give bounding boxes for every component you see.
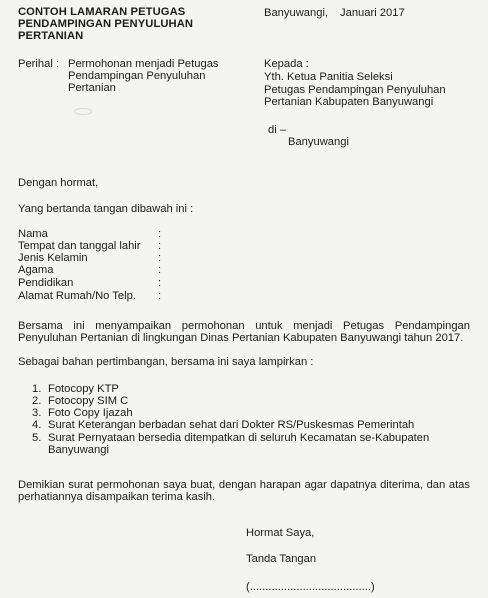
field-colon: : bbox=[158, 240, 162, 252]
paper-smudge bbox=[74, 108, 92, 115]
field-colon: : bbox=[158, 228, 162, 240]
perihal-label: Perihal : bbox=[18, 58, 60, 70]
body-paragraph-1: Bersama ini menyampaikan permohonan untuk menjadi Petugas Pendampingan Penyuluhan Pertanian di lingkungan Dinas Pertanian Kabupaten Banyuwangi tahun 2017. bbox=[18, 320, 470, 344]
perihal-line-1: Permohonan menjadi Petugas bbox=[68, 58, 219, 70]
greeting: Dengan hormat, bbox=[18, 177, 99, 189]
attachment-item: 3. Foto Copy Ijazah bbox=[32, 407, 133, 419]
letter-title-line-1: CONTOH LAMARAN PETUGAS bbox=[18, 6, 186, 18]
body-paragraph-2: Sebagai bahan pertimbangan, bersama ini saya lampirkan : bbox=[18, 356, 314, 368]
kepada-line-2: Petugas Pendampingan Penyuluhan bbox=[264, 84, 446, 96]
signature-name-blank: (.......................................) bbox=[246, 581, 375, 593]
field-colon: : bbox=[158, 264, 162, 276]
field-colon: : bbox=[158, 277, 162, 289]
attachment-item: 1. Fotocopy KTP bbox=[32, 383, 119, 395]
letter-date: Januari 2017 bbox=[340, 7, 405, 19]
perihal-line-2: Pendampingan Penyuluhan bbox=[68, 70, 206, 82]
kepada-city: Banyuwangi bbox=[288, 136, 349, 148]
kepada-line-3: Pertanian Kabupaten Banyuwangi bbox=[264, 96, 434, 108]
attachment-item: 2. Fotocopy SIM C bbox=[32, 395, 129, 407]
field-label-agama: Agama bbox=[18, 264, 54, 276]
field-label-nama: Nama bbox=[18, 228, 48, 240]
letter-title-line-3: PERTANIAN bbox=[18, 30, 84, 42]
intro-line: Yang bertanda tangan dibawah ini : bbox=[18, 203, 194, 215]
signature-regards: Hormat Saya, bbox=[246, 527, 315, 539]
kepada-label: Kepada : bbox=[264, 58, 309, 70]
letter-title-line-2: PENDAMPINGAN PENYULUHAN bbox=[18, 18, 194, 30]
field-colon: : bbox=[158, 252, 162, 264]
field-label-ttl: Tempat dan tanggal lahir bbox=[18, 240, 141, 252]
field-label-pendidikan: Pendidikan bbox=[18, 277, 74, 289]
kepada-line-1: Yth. Ketua Panitia Seleksi bbox=[264, 71, 393, 83]
field-colon: : bbox=[158, 290, 162, 302]
field-label-jenis-kelamin: Jenis Kelamin bbox=[18, 252, 88, 264]
attachment-item: 4. Surat Keterangan berbadan sehat dari Dokter RS/Puskesmas Pemerintah bbox=[32, 419, 415, 431]
signature-label: Tanda Tangan bbox=[246, 553, 317, 565]
attachment-item-5-continuation: Banyuwangi bbox=[48, 444, 109, 456]
closing-paragraph: Demikian surat permohonan saya buat, dengan harapan agar dapatnya diterima, dan atas perhatiannya disampaikan terima kasih. bbox=[18, 479, 470, 503]
perihal-line-3: Pertanian bbox=[68, 82, 116, 94]
attachment-item: 5. Surat Pernyataan bersedia ditempatkan di seluruh Kecamatan se-Kabupaten bbox=[32, 432, 430, 444]
place-label: Banyuwangi, bbox=[264, 7, 329, 19]
field-label-alamat: Alamat Rumah/No Telp. bbox=[18, 290, 136, 302]
kepada-di: di – bbox=[268, 124, 287, 136]
